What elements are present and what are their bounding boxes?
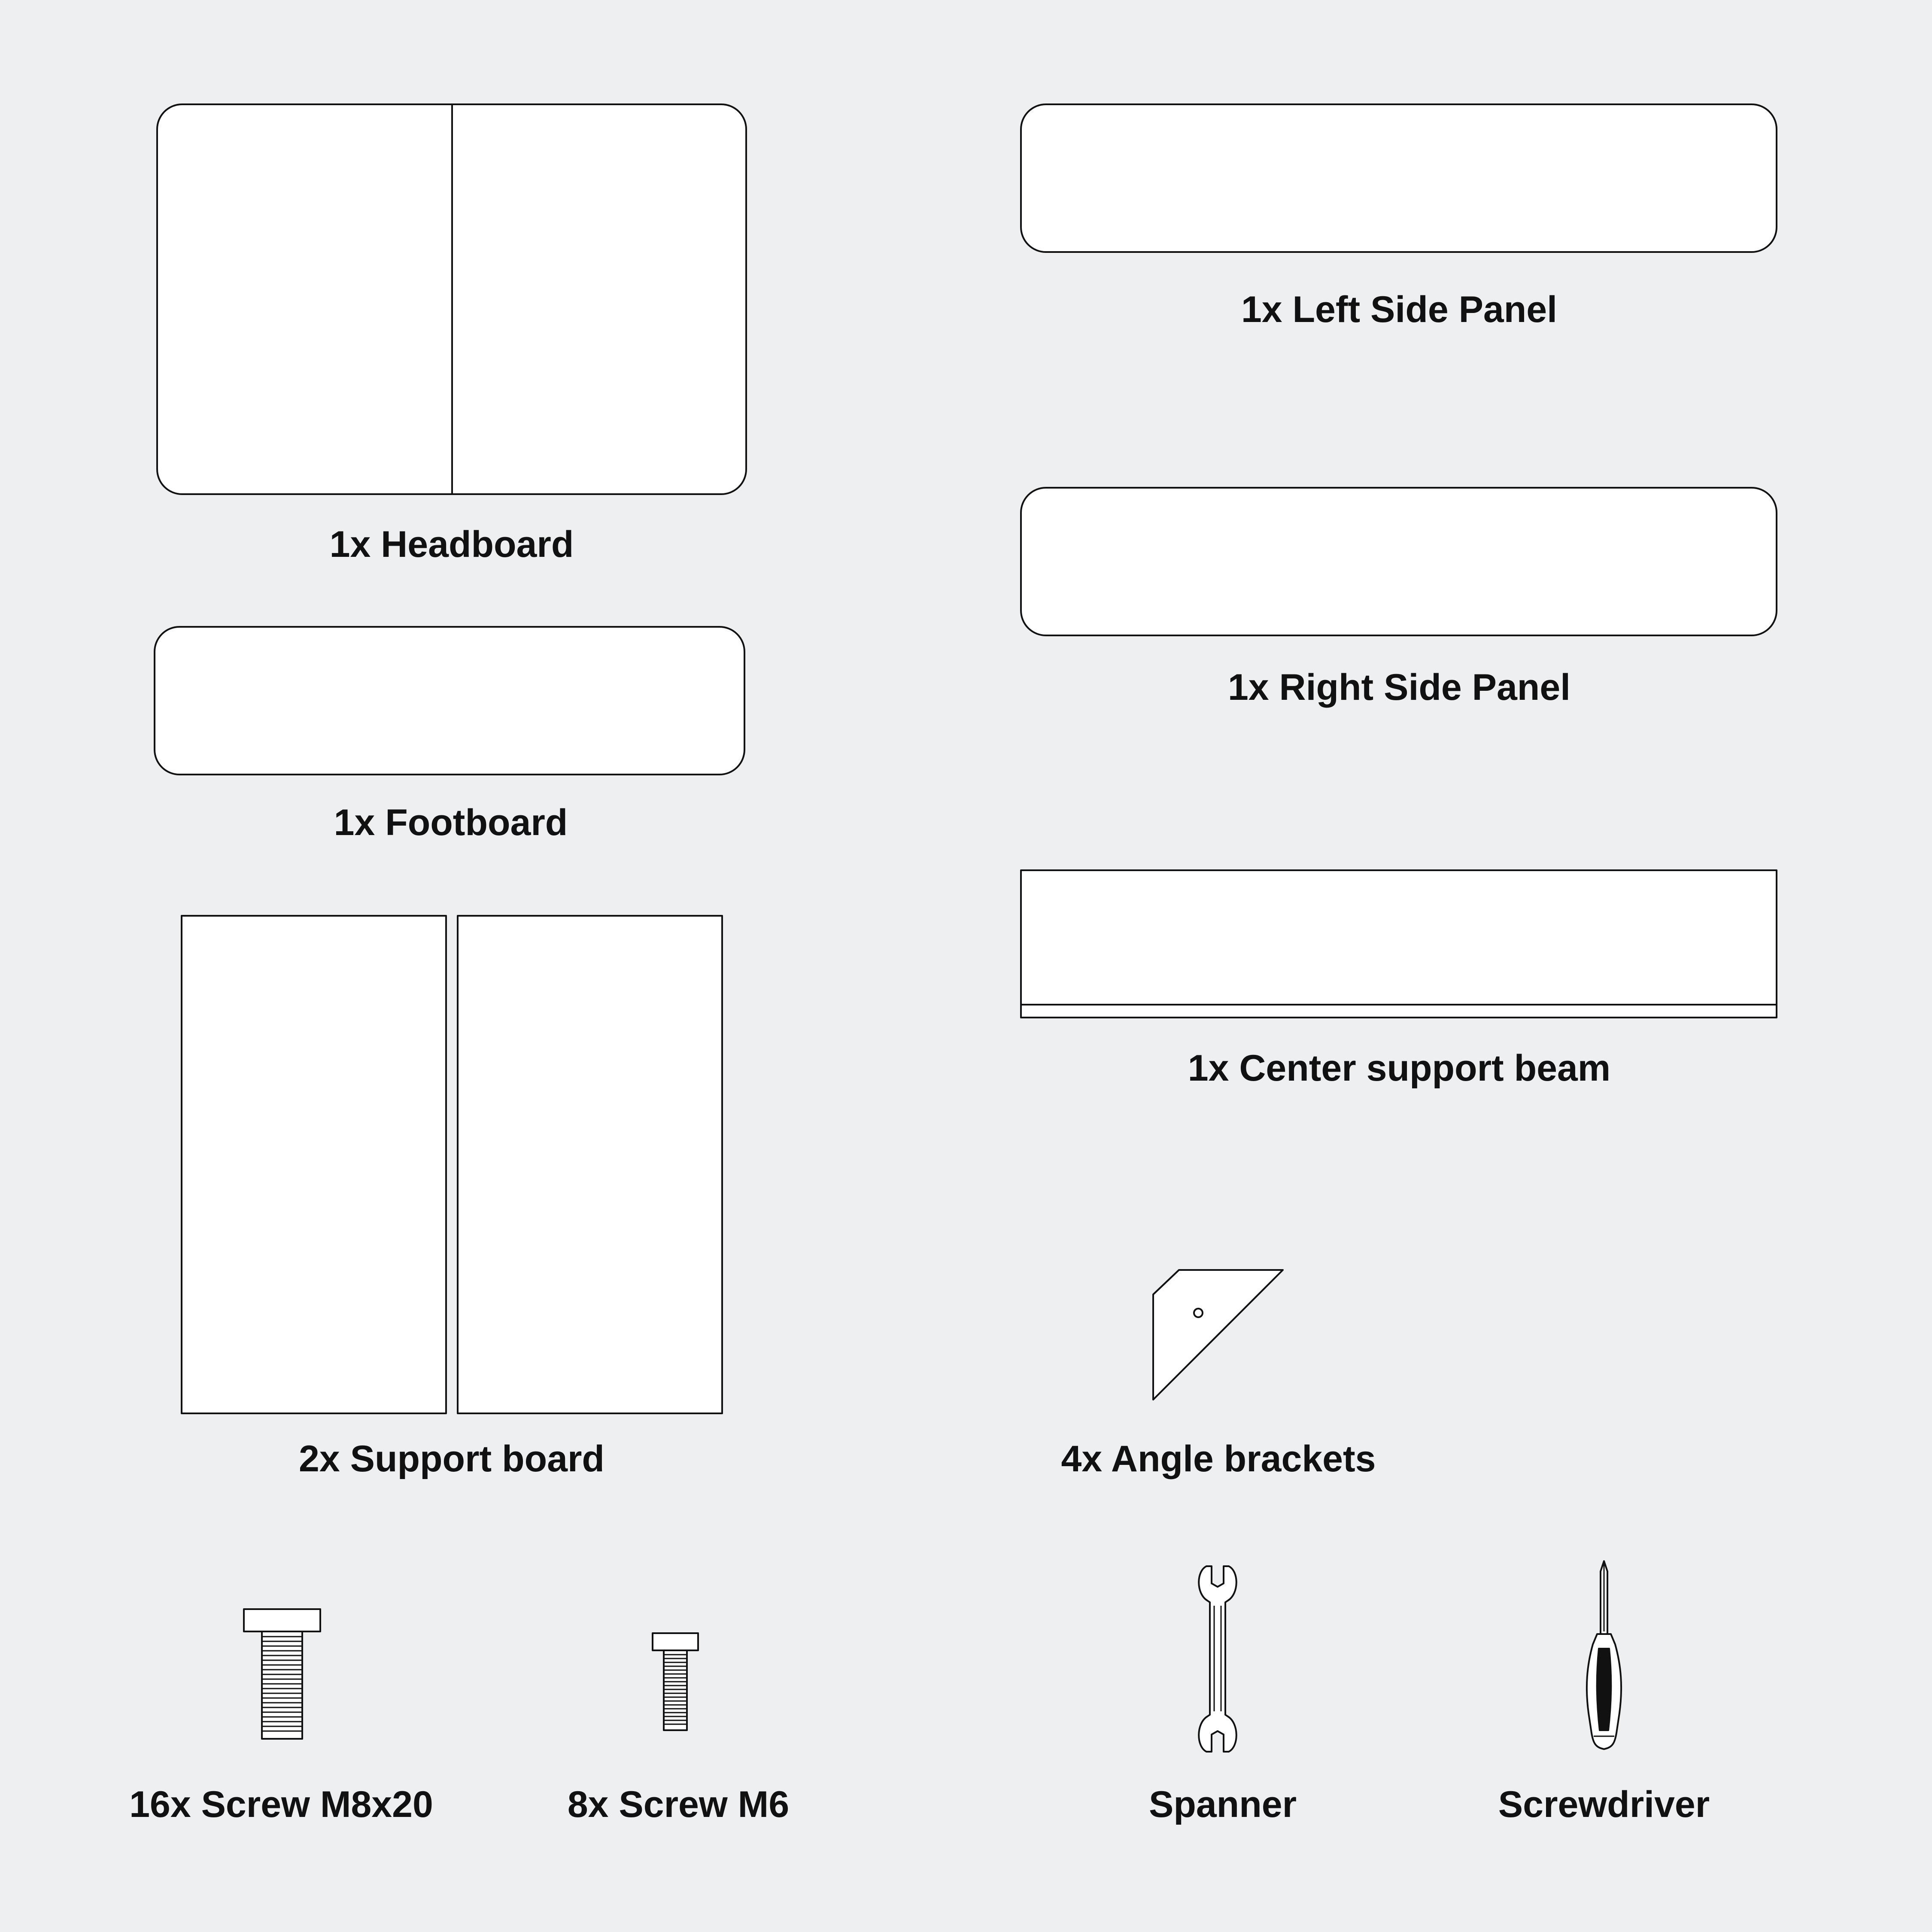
screw-m6-label: 8x Screw M6 xyxy=(567,1784,790,1825)
spanner-label: Spanner xyxy=(1148,1784,1297,1825)
footboard-label: 1x Footboard xyxy=(334,802,568,843)
support-board-label: 2x Support board xyxy=(299,1438,605,1479)
right-side-panel-icon xyxy=(1021,488,1777,635)
headboard-label: 1x Headboard xyxy=(329,524,574,565)
support-beam-icon xyxy=(1021,870,1777,1018)
footboard-panel-icon xyxy=(155,627,744,775)
left-side-panel-label: 1x Left Side Panel xyxy=(1241,289,1558,330)
screwdriver-label: Screwdriver xyxy=(1498,1784,1710,1825)
screw-m8x20-label: 16x Screw M8x20 xyxy=(129,1784,433,1825)
right-side-panel-label: 1x Right Side Panel xyxy=(1227,667,1571,708)
left-side-panel-icon xyxy=(1021,104,1777,252)
headboard-panel-icon xyxy=(157,104,746,494)
center-support-beam-label: 1x Center support beam xyxy=(1188,1048,1611,1089)
angle-brackets-label: 4x Angle brackets xyxy=(1061,1438,1376,1479)
